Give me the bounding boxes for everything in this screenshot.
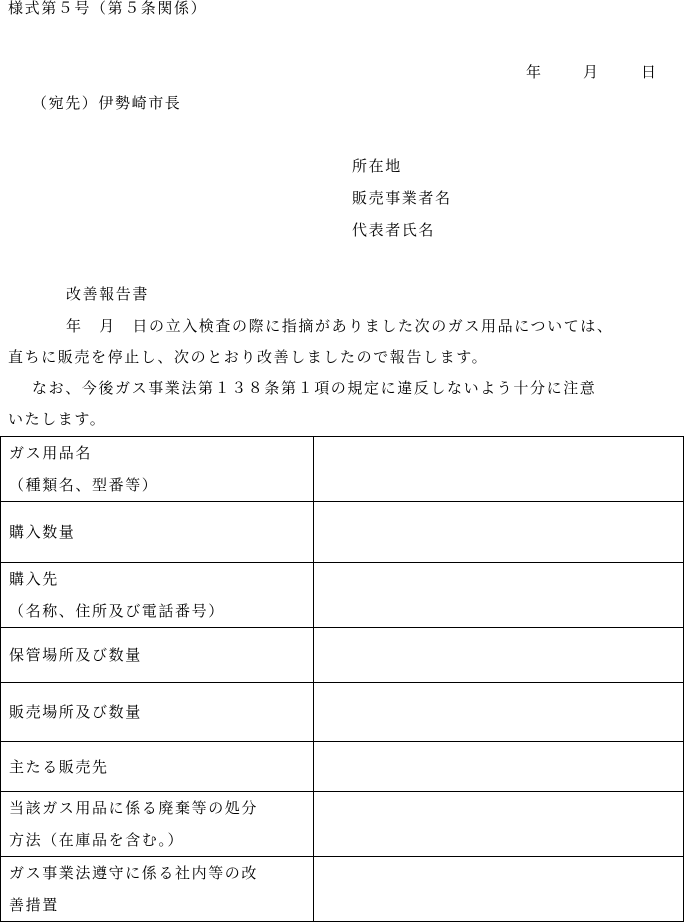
row-label-line: 販売場所及び数量	[9, 703, 142, 721]
paragraph-1-line-2: 直ちに販売を停止し、次のとおり改善しましたので報告します。	[8, 348, 489, 366]
paragraph-2-line-2: いたします。	[8, 410, 107, 428]
row-label-improvement-measures	[1, 857, 314, 922]
table-row	[1, 563, 684, 628]
table-row	[1, 502, 684, 563]
row-value-disposal-method[interactable]	[314, 792, 684, 857]
row-label-purchase-quantity	[1, 502, 314, 563]
paragraph-2-line-1: なお、今後ガス事業法第１３８条第１項の規定に違反しないよう十分に注意	[32, 379, 597, 397]
row-value-supplier[interactable]	[314, 563, 684, 628]
row-label-line: 方法（在庫品を含む。）	[9, 831, 185, 849]
row-label-line: 購入先	[9, 570, 59, 588]
row-label-sales-location	[1, 683, 314, 742]
row-label-line: ガス用品名	[9, 444, 93, 462]
row-label-line: （名称、住所及び電話番号）	[9, 602, 225, 620]
row-value-gas-product[interactable]	[314, 437, 684, 502]
date-day: 日	[641, 63, 658, 81]
row-label-line: 善措置	[9, 896, 59, 914]
business-name-label: 販売事業者名	[352, 189, 452, 207]
row-value-main-customers[interactable]	[314, 742, 684, 792]
row-label-gas-product	[1, 437, 314, 502]
form-number: 様式第５号（第５条関係）	[8, 0, 208, 17]
row-label-disposal-method	[1, 792, 314, 857]
date-year: 年	[526, 63, 543, 81]
row-label-main-customers	[1, 742, 314, 792]
row-label-line: （種類名、型番等）	[9, 476, 159, 494]
row-label-supplier	[1, 563, 314, 628]
row-label-line: 保管場所及び数量	[9, 646, 142, 664]
table-row	[1, 683, 684, 742]
row-label-line: ガス事業法遵守に係る社内等の改	[9, 864, 259, 882]
representative-label: 代表者氏名	[352, 221, 436, 239]
table-row	[1, 742, 684, 792]
table-row	[1, 437, 684, 502]
addressee: （宛先）伊勢崎市長	[32, 94, 182, 112]
row-label-line: 主たる販売先	[9, 757, 109, 776]
table-row	[1, 857, 684, 922]
report-table	[0, 436, 684, 922]
table-row	[1, 792, 684, 857]
row-value-improvement-measures[interactable]	[314, 857, 684, 922]
row-value-storage[interactable]	[314, 628, 684, 683]
row-value-purchase-quantity[interactable]	[314, 502, 684, 563]
row-value-sales-location[interactable]	[314, 683, 684, 742]
address-label: 所在地	[352, 157, 402, 175]
row-label-line: 購入数量	[9, 523, 76, 541]
document-title: 改善報告書	[66, 285, 150, 303]
date-month: 月	[583, 63, 600, 81]
table-row	[1, 628, 684, 683]
paragraph-1-line-1: 年 月 日の立入検査の際に指摘がありました次のガス用品については、	[66, 317, 614, 335]
row-label-line: 当該ガス用品に係る廃棄等の処分	[9, 799, 259, 817]
row-label-storage	[1, 628, 314, 683]
